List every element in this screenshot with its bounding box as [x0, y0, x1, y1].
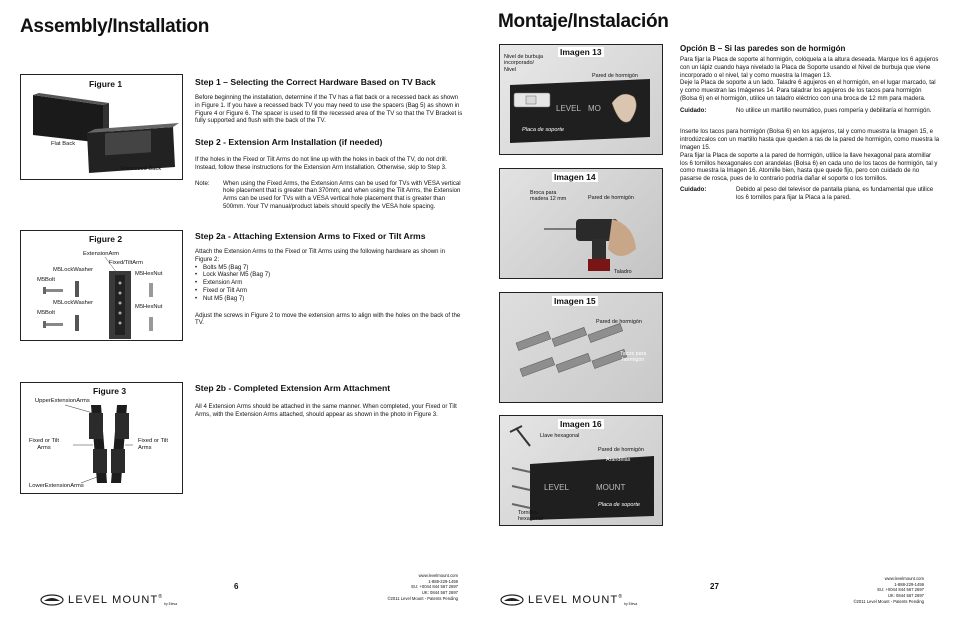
imagen-13-title: Imagen 13 [560, 47, 602, 57]
svg-text:LEVEL: LEVEL [544, 483, 569, 492]
figure-1 [20, 74, 183, 180]
level-mount-logo-icon [500, 594, 524, 606]
step2a-heading: Step 2a - Attaching Extension Arms to Fixed or Tilt Arms [195, 231, 426, 241]
pared-label-13: Pared de hormigón [592, 73, 638, 79]
list-item: • Bolts M5 (Bag 7) [195, 264, 463, 272]
cuidado-1-text: No utilice un martillo neumático, pues rompería y debilitaría el hormigón. [736, 106, 932, 114]
figure-3-title: Figure 3 [93, 386, 127, 396]
option-b-p1: Para fijar la Placa de soporte al hormigón, colóquela a la altura deseada. Marque los 6 agujeros con un lápiz cuando haya nivelado la Placa de Soporte usando el Nivel de burbuja que viene incorporado o el nivel, tal y como muestra la Imagen 13. [680, 56, 939, 79]
imagen-16 [499, 415, 663, 526]
footer-contact-right [838, 576, 924, 604]
tornillos-label: Tornillos hexagonal [518, 510, 543, 523]
pared-label-16: Pared de hormigón [598, 447, 644, 453]
flat-back-label: Flat Back [51, 141, 76, 147]
cuidado-2-text: Debido al peso del televisor de pantalla plana, es fundamental que utilice los 6 tornillos para fijar la Placa a la pared. [736, 185, 934, 201]
bolt-label-2: M5Bolt [37, 310, 56, 316]
step2-note-label: Note: [195, 179, 210, 187]
nivel-label: Nivel de burbuja incorporado/ Nivel [504, 54, 543, 73]
footer-line: UK: 0844 567 2697 [421, 590, 458, 596]
imagen-15-title: Imagen 15 [554, 296, 596, 306]
footer-line: 1-888-229-1459 [428, 578, 458, 584]
step2b-text: All 4 Extension Arms should be attached in the same manner. When completed, your Fixed or Tilt Arms, with the Extension Arms attached, should appear as shown in the photo in Figure 3. [195, 403, 457, 418]
broca-label: Broca para madera 12 mm [530, 190, 567, 203]
step2-note [195, 180, 463, 211]
list-item: • Lock Washer M5 (Bag 7) [195, 271, 463, 279]
step2a-outro: Adjust the screws in Figure 2 to move the extension arms to align with the holes on the back of the TV. [195, 311, 461, 327]
placa-label-16: Placa de soporte [598, 502, 640, 508]
level-mount-logo-icon [40, 594, 64, 606]
step2b-heading: Step 2b - Completed Extension Arm Attachment [195, 383, 391, 393]
imagen-15 [499, 292, 663, 403]
footer-line: ©2011 Level Mount - Patents Pending [853, 598, 924, 604]
step2a-intro: Attach the Extension Arms to the Fixed or Tilt Arms using the following hardware as shown in Figure 2: [195, 248, 445, 263]
brand-logo-text: LEVEL MOUNT [68, 594, 159, 606]
page-title-left: Assembly/Installation [20, 16, 210, 37]
step2-heading: Step 2 - Extension Arm Installation (if needed) [195, 137, 383, 147]
footer-line: EU: +0044 844 567 2697 [877, 587, 924, 593]
option-b-p4: Para fijar la Placa de soporte a la pared de hormigón, utilice la llave hexagonal para atornillar los 6 tornillos hexagonales con arandelas (Bolsa 6) en cada uno de los tacos de hormigón, tal y como muestra la Imagen 16. Atornille bien, hasta que quede fijo, pero con cuidado de no pasarse de rosca, pues de lo contrario podría dañar el soporte o los tornillos. [680, 151, 938, 183]
figure-1-title: Figure 1 [89, 79, 123, 89]
page-title-right: Montaje/Instalación [498, 11, 669, 32]
list-item: • Fixed or Tilt Arm [195, 287, 463, 295]
bolt-label-1: M5Bolt [37, 277, 56, 283]
fixed-tilt-arm-label: Fixed/TiltArm [109, 260, 143, 266]
step2a-hardware-list [195, 264, 463, 303]
imagen-13 [499, 44, 663, 155]
page-number-right: 27 [710, 582, 719, 591]
figure-2 [20, 230, 183, 341]
hex-nut-label-2: M5HexNut [135, 304, 163, 310]
upper-extension-arms-label: UpperExtensionArms [35, 398, 90, 404]
svg-text:LEVEL: LEVEL [556, 104, 581, 113]
cuidado-1-label: Cuidado: [680, 106, 707, 114]
svg-text:MOUNT: MOUNT [596, 483, 626, 492]
option-b-heading: Opción B – Si las paredes son de hormigón [680, 44, 846, 53]
cuidado-2 [680, 186, 940, 202]
lock-washer-label-1: M5LockWasher [53, 267, 94, 273]
concrete-anchors-illustration [500, 293, 662, 402]
extension-arm-label: ExtensionArm [83, 251, 120, 257]
pared-label-14: Pared de hormigón [588, 195, 634, 201]
brand-logo-text: LEVEL MOUNT [528, 594, 619, 606]
footer-line: UK: 0844 567 2697 [887, 593, 924, 599]
pared-label-15: Pared de hormigón [596, 319, 642, 325]
lower-extension-arms-label: LowerExtensionArms [29, 483, 84, 489]
step2-note-text: When using the Fixed Arms, the Extension Arms can be used for TVs with VESA vertical hole placement that is greater than 370mm; and when using the Tilt Arms, the Extension Arms can be used for TVs with a VESA vertical hole placement that is greater than 500mm. Your TV manual/product labels should specify the VESA hole spacing. [223, 179, 461, 210]
footer-contact-left [370, 573, 458, 601]
list-item: • Extension Arm [195, 279, 463, 287]
recessed-back-label: Recessed Back [121, 166, 162, 172]
tacos-label: Tacos para hormigón [620, 351, 647, 364]
fixed-tilt-arms-left-label: Fixed or Tilt Arms [29, 438, 59, 451]
list-item: • Nut M5 (Bag 7) [195, 295, 463, 303]
footer-line: www.levelmount.com [884, 576, 924, 581]
footer-line: EU: +0044 844 567 2697 [411, 584, 458, 590]
placa-label-13: Placa de soporte [522, 127, 564, 133]
brand-logo-left [40, 594, 177, 606]
registered-mark: ® [618, 594, 623, 600]
imagen-14 [499, 168, 663, 279]
page-number-left: 6 [234, 582, 239, 591]
figure-2-title: Figure 2 [89, 234, 123, 244]
imagen-14-title: Imagen 14 [554, 172, 596, 182]
llave-label: Llave hexagonal [540, 433, 580, 439]
brand-logo-sub: by Eleva [164, 601, 178, 606]
fixed-tilt-arms-right-label: Fixed or Tilt Arms [138, 438, 168, 451]
step1-text: Before beginning the installation, determine if the TV has a flat back or a recessed back as shown in Figure 1. If you have a recessed back TV you may need to use the spacers (Bag 5) as shown in Figure 4 or Figure 6. The spacer is used to fill the recessed area of the TV so that the TV Bracket is fully supported and flush with the back of the TV. [195, 94, 463, 125]
drill-illustration [500, 169, 662, 278]
footer-line: ©2011 Level Mount - Patents Pending [387, 595, 458, 601]
figure-3 [20, 382, 183, 494]
svg-text:MO: MO [588, 104, 601, 113]
footer-line: 1-888-229-1459 [894, 581, 924, 587]
footer-line: www.levelmount.com [418, 573, 458, 578]
cuidado-2-label: Cuidado: [680, 185, 707, 193]
step2-text: If the holes in the Fixed or Tilt Arms do not line up with the holes in back of the TV, do not drill. Instead, follow these instructions for the Extension Arm Installation. Otherwise, skip to Step 3. [195, 156, 448, 171]
option-b-p2: Deje la Placa de soporte a un lado. Taladre 6 agujeros en el hormigón, en el lugar marcado, tal y como muestran las Imágenes 14. Para taladrar los agujeros de los tacos para hormigón (Bolsa 6) en el hormigón, utilice un taladro eléctrico con una broca de 12 mm para madera. [680, 79, 936, 102]
extension-arms-photo [21, 383, 184, 495]
brand-logo-right [500, 594, 637, 606]
hex-nut-label-1: M5HexNut [135, 271, 163, 277]
step1-heading: Step 1 – Selecting the Correct Hardware Based on TV Back [195, 77, 436, 87]
hardware-illustration [21, 231, 184, 342]
arandelas-label: Arandelas [606, 457, 631, 463]
lock-washer-label-2: M5LockWasher [53, 300, 94, 306]
imagen-16-title: Imagen 16 [560, 419, 602, 429]
taladro-label: Taladro [614, 269, 632, 275]
option-b-p3: Inserte los tacos para hormigón (Bolsa 6) en los agujeros, tal y como muestra la Imagen 15, e introdúzcalos con un martillo hasta que queden a ras de la pared de hormigón, como muestra la Imagen 15. [680, 128, 940, 151]
registered-mark: ® [158, 594, 163, 600]
brand-logo-sub: by Eleva [624, 601, 638, 606]
